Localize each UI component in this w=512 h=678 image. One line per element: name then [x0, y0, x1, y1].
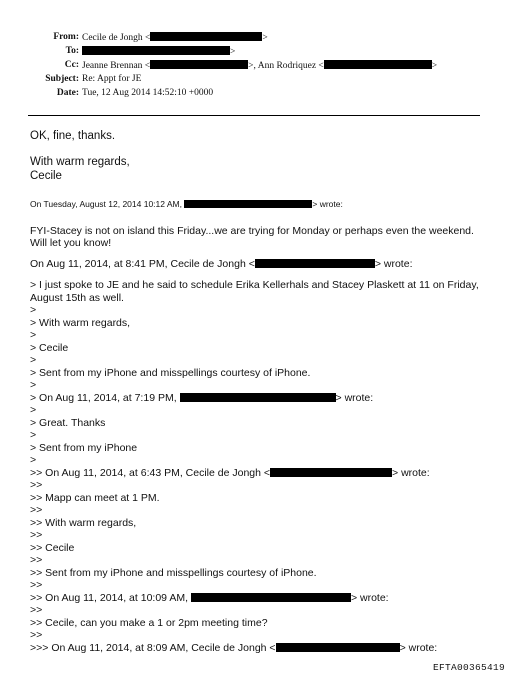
quoted-line: >>: [30, 504, 43, 516]
cc-row: Cc: Jeanne Brennan < >, Ann Rodriquez < >: [64, 60, 438, 71]
quoted-block-b: [30, 404, 485, 467]
redaction-bar: [184, 200, 312, 208]
quoted-line: >> Sent from my iPhone and misspellings courtesy of iPhone.: [30, 566, 317, 579]
from-row: From: Cecile de Jongh < >: [53, 32, 268, 43]
redaction-bar: [150, 60, 248, 69]
quote-header-2: > On Aug 11, 2014, at 7:19 PM, > wrote:: [30, 391, 374, 404]
quoted-line: >> Mapp can meet at 1 PM.: [30, 491, 160, 504]
to-row: To: >: [65, 46, 236, 57]
redaction-bar: [270, 468, 392, 477]
redaction-bar: [255, 259, 375, 268]
quote-header-5: >>> On Aug 11, 2014, at 8:09 AM, Cecile de Jongh < > wrote:: [30, 641, 438, 654]
quoted-line: >: [30, 329, 37, 341]
fyi-text: FYI-Stacey is not on island this Friday...we are trying for Monday or perhaps even the weekend. Will let you know!: [30, 224, 474, 249]
quoted-line: > Cecile: [30, 341, 69, 354]
quoted-block-d: [30, 604, 485, 642]
subject-value: Re: Appt for JE: [82, 74, 142, 84]
quoted-line: >> Cecile, can you make a 1 or 2pm meeting time?: [30, 616, 268, 629]
quote-header-4: >> On Aug 11, 2014, at 10:09 AM, > wrote:: [30, 591, 389, 604]
reply-text: OK, fine, thanks.: [30, 130, 116, 142]
quoted-line: > Sent from my iPhone: [30, 441, 138, 454]
quoted-block-a: [30, 279, 485, 392]
subject-label: Subject:: [45, 74, 79, 84]
quoted-line: >>: [30, 604, 43, 616]
redaction-bar: [276, 643, 400, 652]
redaction-bar: [150, 32, 262, 41]
email-body: [30, 129, 485, 654]
redaction-bar: [191, 593, 351, 602]
quoted-line: >>: [30, 579, 43, 591]
subject-row: [0, 74, 512, 88]
quoted-line: > Great. Thanks: [30, 416, 106, 429]
quoted-line: >>: [30, 479, 43, 491]
redaction-bar: [180, 393, 336, 402]
regards-text: With warm regards,: [30, 156, 130, 168]
bates-number: EFTA00365419: [433, 662, 506, 673]
quoted-line: >: [30, 354, 37, 366]
quoted-line: >: [30, 429, 37, 441]
quoted-line: >: [30, 304, 37, 316]
to-label: To:: [65, 46, 79, 56]
quoted-line: >>: [30, 629, 43, 641]
quoted-line: >> Cecile: [30, 541, 75, 554]
signature-text: Cecile: [30, 170, 62, 182]
quoted-line: >>: [30, 529, 43, 541]
cc-value-1: Jeanne Brennan <: [82, 61, 151, 71]
quoted-line: > With warm regards,: [30, 316, 131, 329]
from-value: Cecile de Jongh <: [82, 33, 151, 43]
quoted-line: > Sent from my iPhone and misspellings courtesy of iPhone.: [30, 366, 311, 379]
redaction-bar: [324, 60, 432, 69]
quoted-line: >: [30, 379, 37, 391]
date-value: Tue, 12 Aug 2014 14:52:10 +0000: [82, 88, 214, 98]
quoted-line: >>: [30, 554, 43, 566]
quote-intro: On Tuesday, August 12, 2014 10:12 AM, > wrote:: [30, 199, 343, 209]
quoted-line: >: [30, 404, 37, 416]
email-header: [0, 32, 512, 102]
date-row: [0, 88, 512, 102]
redaction-bar: [82, 46, 230, 55]
quote-header-1: On Aug 11, 2014, at 8:41 PM, Cecile de Jongh < > wrote:: [30, 257, 413, 270]
quoted-line: >: [30, 454, 37, 466]
quoted-line: >> With warm regards,: [30, 516, 137, 529]
date-label: Date:: [56, 88, 79, 98]
quoted-block-c: [30, 479, 485, 592]
quote-header-3: >> On Aug 11, 2014, at 6:43 PM, Cecile de Jongh < > wrote:: [30, 466, 430, 479]
quoted-line: > I just spoke to JE and he said to schedule Erika Kellerhals and Stacey Plaskett at 11 on Friday, August 15th as well.: [30, 279, 479, 304]
from-label: From:: [53, 32, 79, 42]
cc-label: Cc:: [64, 60, 79, 70]
cc-value-2: >, Ann Rodriquez <: [248, 61, 324, 71]
header-divider: [28, 115, 480, 116]
